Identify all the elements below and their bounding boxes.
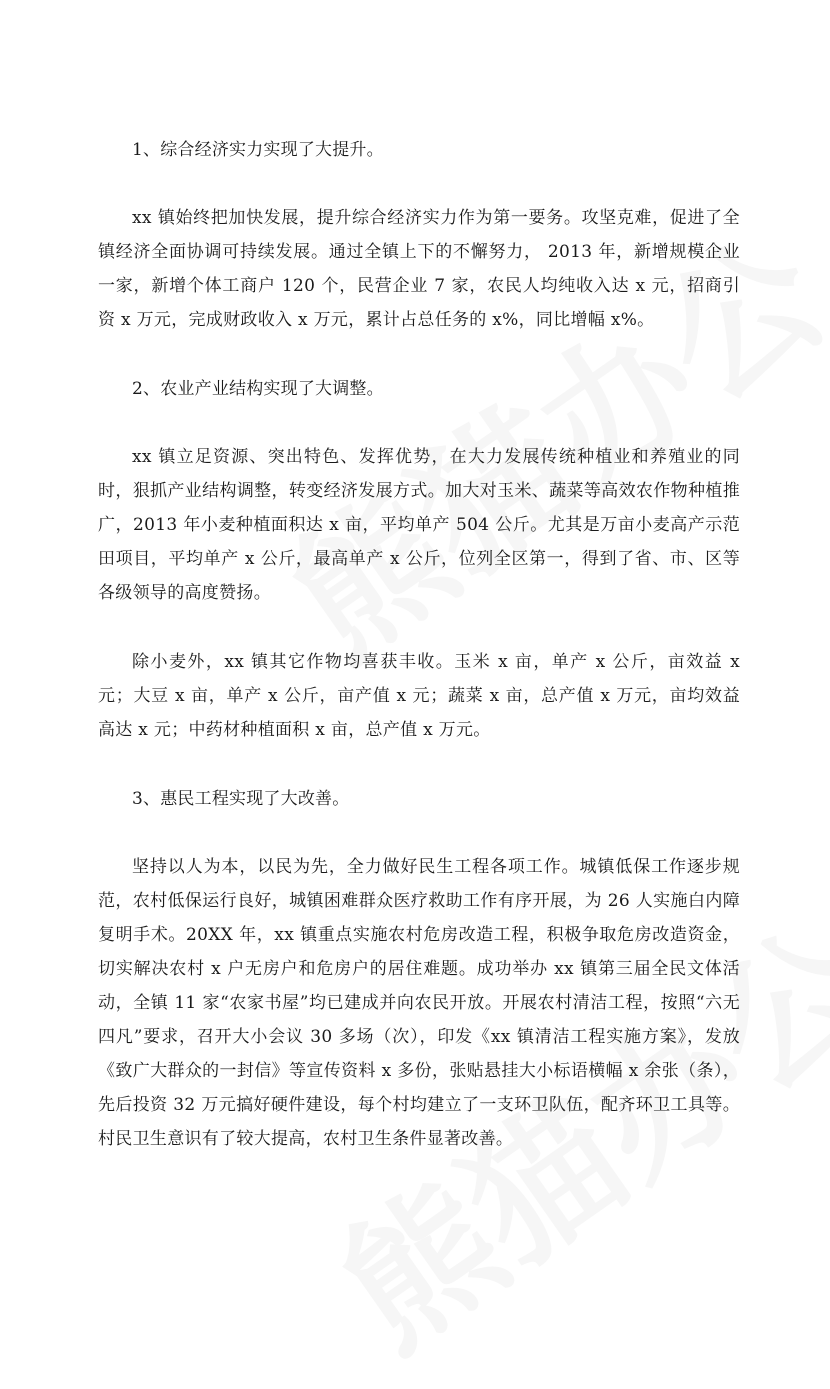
section-heading: 3、惠民工程实现了大改善。 <box>132 789 350 809</box>
body-paragraph: 除小麦外，xx 镇其它作物均喜获丰收。玉米 x 亩，单产 x 公斤，亩效益 x 元；大豆 x 亩，单产 x 公斤，亩产值 x 元；蔬菜 x 亩，总产值 x 万元，亩均效益高达 x 元；中药材种植面积 x 亩，总产值 x 万元。 <box>98 652 740 740</box>
document-body <box>98 133 740 1156</box>
body-paragraph: xx 镇立足资源、突出特色、发挥优势，在大力发展传统种植业和养殖业的同时，狠抓产业结构调整，转变经济发展方式。加大对玉米、蔬菜等高效农作物种植推广，2013 年小麦种植面积达 x 亩，平均单产 504 公斤。尤其是万亩小麦高产示范田项目，平均单产 x 公斤，最高单产 x 公斤，位列全区第一，得到了省、市、区等各级领导的高度赞扬。 <box>98 447 740 603</box>
section-heading: 2、农业产业结构实现了大调整。 <box>132 379 384 399</box>
body-paragraph: xx 镇始终把加快发展，提升综合经济实力作为第一要务。攻坚克难，促进了全镇经济全面协调可持续发展。通过全镇上下的不懈努力， 2013 年，新增规模企业一家，新增个体工商户 120 个，民营企业 7 家，农民人均纯收入达 x 元，招商引资 x 万元，完成财政收入 x 万元，累计占总任务的 x%，同比增幅 x%。 <box>98 208 740 330</box>
section-heading: 1、综合经济实力实现了大提升。 <box>132 140 384 160</box>
body-paragraph: 坚持以人为本，以民为先，全力做好民生工程各项工作。城镇低保工作逐步规范，农村低保运行良好，城镇困难群众医疗救助工作有序开展，为 26 人实施白内障复明手术。20XX 年，xx 镇重点实施农村危房改造工程，积极争取危房改造资金，切实解决农村 x 户无房户和危房户的居住难题。成功举办 xx 镇第三届全民文体活动，全镇 11 家“农家书屋”均已建成并向农民开放。开展农村清洁工程，按照“六无四凡”要求，召开大小会议 30 多场（次），印发《xx 镇清洁工程实施方案》，发放《致广大群众的一封信》等宣传资料 x 多份，张贴悬挂大小标语横幅 x 余张（条），先后投资 32 万元搞好硬件建设，每个村均建立了一支环卫队伍，配齐环卫工具等。村民卫生意识有了较大提高，农村卫生条件显著改善。 <box>98 857 740 1149</box>
